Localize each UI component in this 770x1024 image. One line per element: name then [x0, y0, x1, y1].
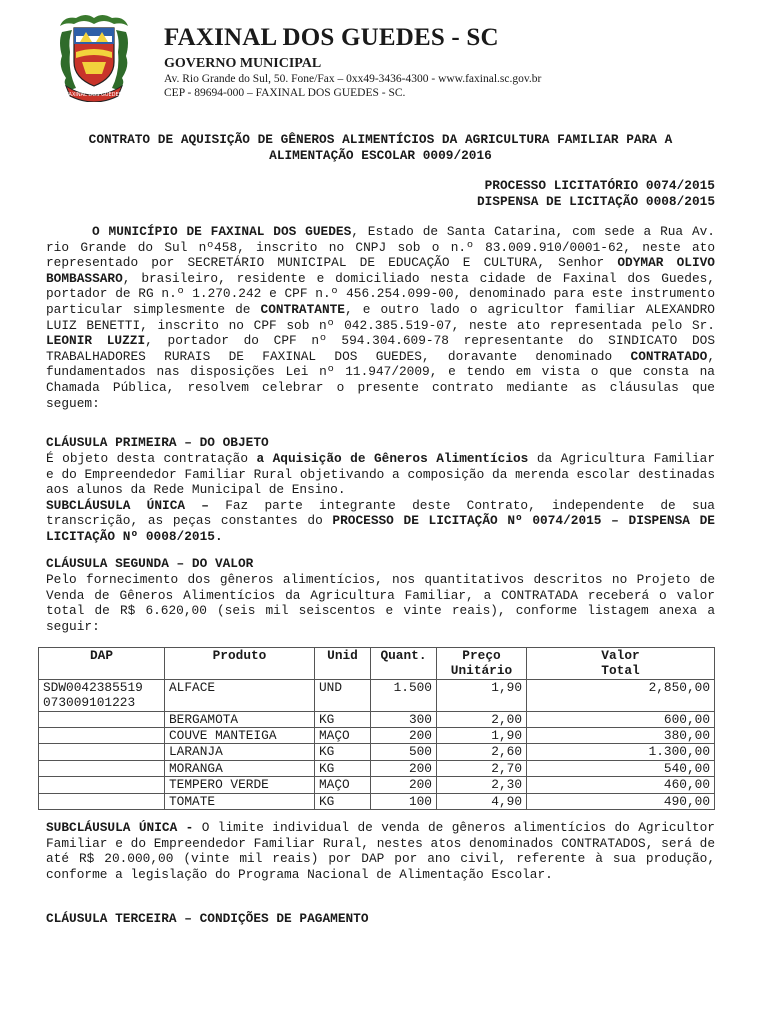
clause3-heading: CLÁUSULA TERCEIRA – CONDIÇÕES DE PAGAMENTO — [46, 911, 369, 926]
preco-cell: 1,90 — [437, 679, 527, 711]
table-header-row — [39, 648, 715, 680]
clause1-text-b: da Agricultura Familiar e do Empreendedor Familiar Rural objetivando a composição da merenda escolar destinadas aos alunos da Rede Municipal de Ensino. — [46, 451, 716, 498]
table-row — [39, 793, 715, 809]
valor-cell: 490,00 — [527, 793, 715, 809]
intro-text-5: , fundamentados nas disposições Lei nº 11.947/2009, e tendo em vista o que consta na Chamada Pública, resolvem celebrar o presente contrato mediante as cláusulas que seguem: — [46, 348, 715, 411]
dap-cell — [39, 760, 165, 776]
government-subtitle: GOVERNO MUNICIPAL — [164, 56, 322, 71]
intro-contratado: CONTRATADO — [630, 348, 708, 364]
dap-cell — [39, 728, 165, 744]
produto-cell: TOMATE — [165, 793, 315, 809]
intro-municipality: O MUNICÍPIO DE FAXINAL DOS GUEDES — [92, 224, 352, 239]
intro-representative-name: LEONIR LUZZI — [46, 333, 146, 349]
dap-line2: 073009101223 — [43, 695, 136, 711]
intro-contratante: CONTRATANTE — [260, 301, 345, 317]
col-preco-l1: Preço — [462, 648, 501, 663]
col-produto: Produto — [165, 648, 315, 680]
table-row — [39, 777, 715, 793]
unid-cell: MAÇO — [315, 777, 371, 793]
intro-secretary-name: ODYMAR OLIVO BOMBASSARO — [46, 255, 715, 286]
subclause2-text — [46, 820, 715, 882]
valor-cell: 380,00 — [527, 728, 715, 744]
clause1-text-a: É objeto desta contratação — [46, 451, 257, 466]
process-number: PROCESSO LICITATÓRIO 0074/2015 — [484, 178, 715, 193]
preco-cell: 2,00 — [437, 711, 527, 727]
produto-cell: ALFACE — [165, 679, 315, 711]
dap-cell — [39, 679, 165, 711]
col-valor — [527, 648, 715, 680]
clause1-object: a Aquisição de Gêneros Alimentícios — [256, 451, 529, 466]
unid-cell: MAÇO — [315, 728, 371, 744]
quant-cell: 200 — [371, 728, 437, 744]
col-quant: Quant. — [371, 648, 437, 680]
col-dap: DAP — [39, 648, 165, 680]
valor-cell: 600,00 — [527, 711, 715, 727]
table-row — [39, 744, 715, 760]
col-unid: Unid — [315, 648, 371, 680]
letterhead-text — [164, 24, 541, 100]
cep-line: CEP - 89694-000 – FAXINAL DOS GUEDES - SC. — [164, 87, 406, 99]
produto-cell: TEMPERO VERDE — [165, 777, 315, 793]
intro-text-2: , brasileiro, residente e domiciliado nesta cidade de Faxinal dos Guedes, portador de RG n.º 1.270.242 e CPF n.º 456.254.099-00, denominado para este instrumento particular simplesmente de — [46, 270, 715, 317]
clause1-text — [46, 451, 715, 545]
contract-title-line2: ALIMENTAÇÃO ESCOLAR 0009/2016 — [269, 147, 492, 163]
unid-cell: KG — [315, 744, 371, 760]
unid-cell: UND — [315, 679, 371, 711]
municipality-title: FAXINAL DOS GUEDES - SC — [164, 24, 499, 51]
col-preco — [437, 648, 527, 680]
quant-cell: 100 — [371, 793, 437, 809]
produto-cell: COUVE MANTEIGA — [165, 728, 315, 744]
unid-cell: KG — [315, 793, 371, 809]
col-preco-l2: Unitário — [450, 663, 513, 679]
quant-cell: 200 — [371, 777, 437, 793]
clause1-subclause-process: PROCESSO DE LICITAÇÃO Nº 0074/2015 – DISPENSA DE LICITAÇÃO Nº 0008/2015. — [46, 513, 715, 544]
clause2-text: Pelo fornecimento dos gêneros alimentícios, nos quantitativos descritos no Projeto de Venda de Gêneros Alimentícios da Agricultura Familiar, a CONTRATADA receberá o valor total de R$ 6.620,00 (seis mil seiscentos e vinte reais), conforme listagem anexa a seguir: — [46, 572, 715, 634]
quant-cell: 200 — [371, 760, 437, 776]
process-info — [46, 178, 715, 209]
letterhead — [52, 12, 732, 104]
contract-title — [46, 132, 715, 163]
produto-cell: LARANJA — [165, 744, 315, 760]
preco-cell: 4,90 — [437, 793, 527, 809]
quant-cell: 1.500 — [371, 679, 437, 711]
valor-cell: 2,850,00 — [527, 679, 715, 711]
clause1-subclause-text: Faz parte integrante deste Contrato, independente de sua transcrição, as peças constantes do — [46, 497, 715, 529]
unid-cell: KG — [315, 711, 371, 727]
valor-cell: 540,00 — [527, 760, 715, 776]
preco-cell: 1,90 — [437, 728, 527, 744]
clause1-heading: CLÁUSULA PRIMEIRA – DO OBJETO — [46, 435, 269, 450]
produto-cell: BERGAMOTA — [165, 711, 315, 727]
valor-cell: 460,00 — [527, 777, 715, 793]
dap-line1: SDW0042385519 — [43, 679, 143, 695]
table-row — [39, 711, 715, 727]
subclause2-body: O limite individual de venda de gêneros alimentícios do Agricultor Familiar e do Empreendedor Familiar Rural, nestes atos denominados CONTRATADOS, será de até R$ 20.000,00 (vinte mil reais) por DAP por ano civil, referente à sua produção, conforme a legislação do Programa Nacional de Alimentação Escolar. — [46, 820, 715, 882]
col-valor-l2: Total — [601, 663, 640, 679]
preco-cell: 2,60 — [437, 744, 527, 760]
table-row — [39, 760, 715, 776]
dispensa-number: DISPENSA DE LICITAÇÃO 0008/2015 — [476, 193, 715, 209]
col-valor-l1: Valor — [601, 648, 640, 663]
dap-cell — [39, 711, 165, 727]
intro-text-1: , Estado de Santa Catarina, com sede a Rua Av. rio Grande do Sul nº458, inscrito no CNPJ sob o n.º 83.009.910/0001-62, neste ato representado por SECRETÁRIO MUNICIPAL DE EDUCAÇÃO E CULTURA, Senhor — [46, 224, 715, 271]
dap-cell — [39, 793, 165, 809]
unid-cell: KG — [315, 760, 371, 776]
quant-cell: 300 — [371, 711, 437, 727]
table-row — [39, 728, 715, 744]
preco-cell: 2,70 — [437, 760, 527, 776]
valor-cell: 1.300,00 — [527, 744, 715, 760]
intro-text-4: , portador do CPF nº 594.304.609-78 representante do SINDICATO DOS TRABALHADORES RURAIS DE FAXINAL DOS GUEDES, doravante denominado — [46, 333, 715, 364]
quant-cell: 500 — [371, 744, 437, 760]
preco-cell: 2,30 — [437, 777, 527, 793]
address-line: Av. Rio Grande do Sul, 50. Fone/Fax – 0xx49-3436-4300 - www.faxinal.sc.gov.br — [164, 73, 542, 85]
dap-cell — [39, 744, 165, 760]
produto-cell: MORANGA — [165, 760, 315, 776]
table-row — [39, 679, 715, 711]
clause1-subclause-label: SUBCLÁUSULA ÚNICA – — [46, 497, 209, 513]
contract-title-line1: CONTRATO DE AQUISIÇÃO DE GÊNEROS ALIMENTÍCIOS DA AGRICULTURA FAMILIAR PARA A — [88, 132, 673, 147]
municipal-crest-icon — [52, 12, 136, 102]
products-table — [38, 647, 715, 810]
dap-cell — [39, 777, 165, 793]
clause2-heading: CLÁUSULA SEGUNDA – DO VALOR — [46, 556, 254, 571]
intro-paragraph — [46, 224, 715, 411]
subclause2-label: SUBCLÁUSULA ÚNICA - — [46, 820, 194, 835]
intro-text-3: , e outro lado o agricultor familiar ALEXANDRO LUIZ BENETTI, inscrito no CPF sob nº 042.385.519-07, neste ato representada pelo Sr. — [46, 301, 715, 333]
svg-text:FAXINAL DOS GUEDES: FAXINAL DOS GUEDES — [66, 92, 122, 98]
